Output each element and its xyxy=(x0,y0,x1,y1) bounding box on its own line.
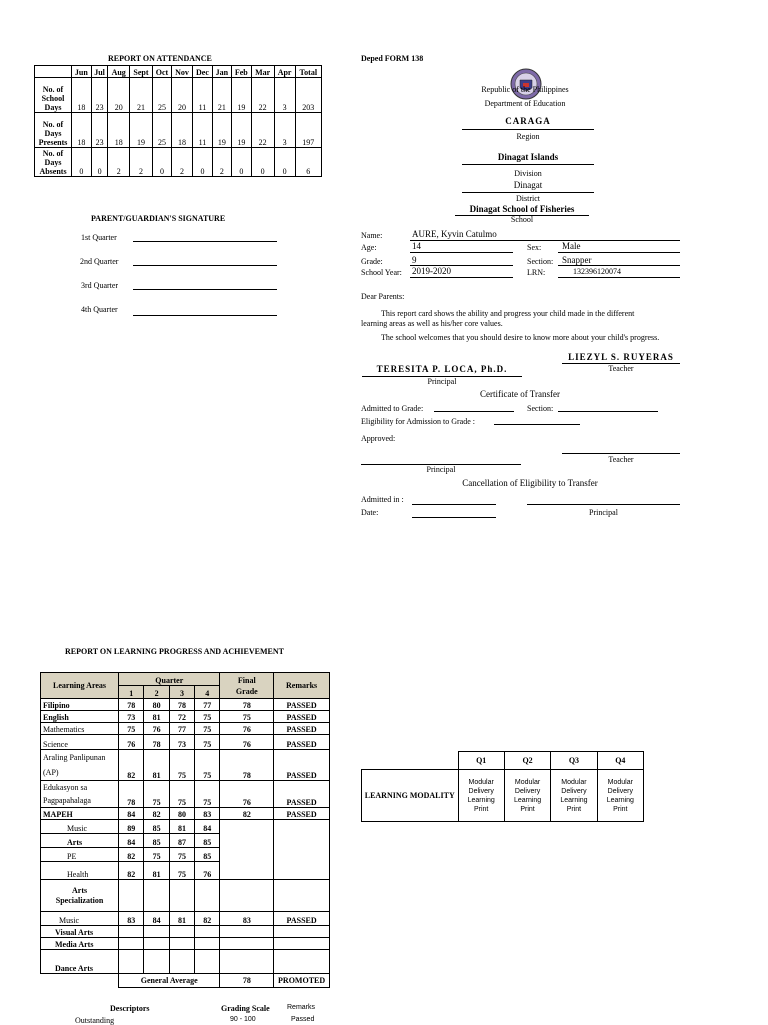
area-cell: Mathematics xyxy=(41,723,119,735)
letter-salutation: Dear Parents: xyxy=(361,292,405,301)
cell: 0 xyxy=(274,148,295,177)
cell: 78 xyxy=(169,699,194,711)
cell xyxy=(119,950,144,974)
grade-value: 9 xyxy=(412,255,417,265)
cell xyxy=(195,926,220,938)
area-cell: Filipino xyxy=(41,699,119,711)
name-value: AURE, Kyvin Catulmo xyxy=(412,229,497,239)
admitted-label: Admitted to Grade: xyxy=(361,404,424,413)
table-row xyxy=(41,750,330,781)
area-cell: Music xyxy=(41,820,119,834)
q-header: 4 xyxy=(195,686,220,699)
cell: 75 xyxy=(195,781,220,808)
cell: 82 xyxy=(220,808,274,820)
general-average-label: General Average xyxy=(119,974,220,988)
republic-text: Republic of the Philippines xyxy=(481,85,569,94)
cell: 75 xyxy=(144,848,169,862)
general-average-remarks: PROMOTED xyxy=(274,974,330,988)
cell: PASSED xyxy=(274,723,330,735)
signature-line[interactable] xyxy=(133,265,277,266)
cell: 83 xyxy=(195,808,220,820)
cell: 19 xyxy=(130,113,153,148)
modality-text: Modular xyxy=(468,778,494,786)
cell xyxy=(274,820,330,880)
cell: 89 xyxy=(119,820,144,834)
modality-cell xyxy=(551,770,597,822)
month-header: Sept xyxy=(130,66,153,78)
divider xyxy=(462,164,594,165)
cell: PASSED xyxy=(274,735,330,750)
cell xyxy=(119,880,144,912)
quarter-header: Q3 xyxy=(551,752,597,770)
cell: 25 xyxy=(152,78,171,113)
cell: 197 xyxy=(295,113,321,148)
modality-text: Modular xyxy=(607,778,633,786)
final-header-line: Grade xyxy=(235,686,258,696)
attendance-title: REPORT ON ATTENDANCE xyxy=(108,54,212,63)
cell: 21 xyxy=(130,78,153,113)
table-row xyxy=(41,950,330,974)
cancellation-title: Cancellation of Eligibility to Transfer xyxy=(462,478,598,488)
name-label: Name: xyxy=(361,231,383,240)
cell: 83 xyxy=(119,912,144,926)
cell: 77 xyxy=(169,723,194,735)
principal-label: Principal xyxy=(589,508,618,517)
cell: 2 xyxy=(108,148,130,177)
cell xyxy=(169,938,194,950)
final-header xyxy=(220,673,274,699)
row-label: No. of xyxy=(42,120,64,129)
cell: 80 xyxy=(144,699,169,711)
transfer-title: Certificate of Transfer xyxy=(480,389,560,399)
cell: 76 xyxy=(220,723,274,735)
admitted-in-field[interactable] xyxy=(412,504,496,505)
cell: 82 xyxy=(144,808,169,820)
cell xyxy=(220,950,274,974)
divider xyxy=(558,277,680,278)
division-label: Division xyxy=(514,169,542,178)
cell xyxy=(274,926,330,938)
lrn-label: LRN: xyxy=(527,268,546,277)
row-label: Presents xyxy=(38,138,68,147)
cell: 72 xyxy=(169,711,194,723)
section-value: Snapper xyxy=(562,255,592,265)
areas-header: Learning Areas xyxy=(41,673,119,699)
quarter-label: 3rd Quarter xyxy=(81,281,119,290)
transfer-section-label: Section: xyxy=(527,404,554,413)
district-value: Dinagat xyxy=(513,180,543,190)
modality-text: Print xyxy=(473,805,489,813)
cell: 85 xyxy=(144,834,169,848)
cell: 2 xyxy=(130,148,153,177)
age-label: Age: xyxy=(361,243,377,252)
cell: PASSED xyxy=(274,699,330,711)
modality-cell xyxy=(458,770,504,822)
cell: 85 xyxy=(195,848,220,862)
cell xyxy=(119,926,144,938)
department-text: Department of Education xyxy=(484,99,566,108)
month-header: Total xyxy=(295,66,321,78)
area-cell: Media Arts xyxy=(41,938,119,950)
cell: 84 xyxy=(119,808,144,820)
eligibility-field[interactable] xyxy=(494,424,580,425)
cell: PASSED xyxy=(274,808,330,820)
cell: 0 xyxy=(91,148,108,177)
month-header: Dec xyxy=(193,66,213,78)
row-label: No. of xyxy=(42,149,64,158)
cell: 0 xyxy=(152,148,171,177)
table-row xyxy=(41,880,330,912)
admitted-in-label: Admitted in : xyxy=(361,495,404,504)
cell: 3 xyxy=(274,78,295,113)
cell: 81 xyxy=(169,820,194,834)
cell xyxy=(144,880,169,912)
month-header: Apr xyxy=(274,66,295,78)
cell: 0 xyxy=(72,148,92,177)
cell xyxy=(220,938,274,950)
letter-paragraph: The school welcomes that you should desire to know more about your child's progress. xyxy=(381,333,660,342)
sy-label: School Year: xyxy=(361,268,402,277)
cell: 81 xyxy=(144,862,169,880)
cell: 78 xyxy=(119,699,144,711)
general-average-row xyxy=(41,974,330,988)
scale-cell: 90 - 100 xyxy=(230,1016,256,1023)
row-label: School xyxy=(41,94,65,103)
table-row xyxy=(41,699,330,711)
month-header: Feb xyxy=(231,66,251,78)
cell: 6 xyxy=(295,148,321,177)
cell: 22 xyxy=(251,78,274,113)
division-value: Dinagat Islands xyxy=(497,152,559,162)
cell: 18 xyxy=(72,78,92,113)
area-cell: Edukasyon sa Pagpapahalaga xyxy=(41,781,119,808)
area-cell: Music xyxy=(41,912,119,926)
cell xyxy=(144,926,169,938)
cell: PASSED xyxy=(274,750,330,781)
modality-text: Print xyxy=(613,805,628,813)
quarter-header: Q1 xyxy=(458,752,504,770)
modality-table xyxy=(361,751,644,822)
section-label: Section: xyxy=(527,257,554,266)
cell: 75 xyxy=(195,735,220,750)
modality-text: Delivery xyxy=(514,787,541,795)
cell: 76 xyxy=(220,781,274,808)
q-header: 3 xyxy=(169,686,194,699)
area-cell: Visual Arts xyxy=(41,926,119,938)
cell xyxy=(274,880,330,912)
principal-label: Principal xyxy=(427,377,457,386)
cell: 75 xyxy=(169,848,194,862)
divider xyxy=(558,265,680,266)
grading-scale-header: Grading Scale xyxy=(221,1004,270,1013)
cell xyxy=(119,938,144,950)
signature-line[interactable] xyxy=(133,241,277,242)
modality-text: Modular xyxy=(561,778,587,786)
row-label: Absents xyxy=(39,167,67,176)
cell: 76 xyxy=(195,862,220,880)
descriptor-cell: Outstanding xyxy=(75,1016,115,1025)
remarks-header: Remarks xyxy=(287,1004,316,1011)
cell: 78 xyxy=(220,699,274,711)
divider xyxy=(558,252,680,253)
cell: 78 xyxy=(144,735,169,750)
cell: 75 xyxy=(195,711,220,723)
admitted-field[interactable] xyxy=(434,411,514,412)
divider xyxy=(462,192,594,193)
cell: 3 xyxy=(274,113,295,148)
cell: 18 xyxy=(72,113,92,148)
divider xyxy=(410,277,513,278)
form-code: Deped FORM 138 xyxy=(361,54,424,63)
divider xyxy=(410,240,680,241)
cell xyxy=(169,880,194,912)
cell: 25 xyxy=(152,113,171,148)
area-cell: Health xyxy=(41,862,119,880)
cell: 22 xyxy=(251,113,274,148)
modality-cell xyxy=(597,770,643,822)
row-label: Days xyxy=(44,103,62,112)
cell xyxy=(195,880,220,912)
divider xyxy=(462,129,594,130)
cell: 85 xyxy=(144,820,169,834)
region-value: CARAGA xyxy=(505,116,551,126)
cell: 75 xyxy=(144,781,169,808)
cell xyxy=(220,926,274,938)
cell: 75 xyxy=(119,723,144,735)
q-header: 1 xyxy=(119,686,144,699)
attendance-row xyxy=(35,148,322,177)
table-row xyxy=(41,711,330,723)
cell: 19 xyxy=(212,113,231,148)
cell: 11 xyxy=(193,113,213,148)
cell: 0 xyxy=(193,148,213,177)
deped-seal-icon xyxy=(510,68,542,100)
district-label: District xyxy=(516,194,540,203)
quarter-label: 4th Quarter xyxy=(81,305,118,314)
cell: 82 xyxy=(119,750,144,781)
general-average-value: 78 xyxy=(220,974,274,988)
table-row xyxy=(41,808,330,820)
teacher-name: LIEZYL S. RUYERAS xyxy=(568,352,674,362)
row-label: Days xyxy=(44,129,62,138)
modality-label: LEARNING MODALITY xyxy=(362,770,459,822)
row-label: No. of xyxy=(42,85,64,94)
cell: 84 xyxy=(119,834,144,848)
q-header: 2 xyxy=(144,686,169,699)
attendance-row xyxy=(35,113,322,148)
cell: 73 xyxy=(119,711,144,723)
modality-text: Delivery xyxy=(561,787,587,795)
attendance-table xyxy=(34,65,322,177)
school-value: Dinagat School of Fisheries xyxy=(469,204,575,214)
cell xyxy=(169,950,194,974)
age-value: 14 xyxy=(412,241,421,251)
cell: 21 xyxy=(212,78,231,113)
cell: 84 xyxy=(195,820,220,834)
principal-label: Principal xyxy=(426,465,456,474)
area-cell: Arts xyxy=(41,834,119,848)
cell: 81 xyxy=(144,750,169,781)
cell: 75 xyxy=(169,781,194,808)
month-header: Jan xyxy=(212,66,231,78)
cell: 0 xyxy=(251,148,274,177)
cell: 76 xyxy=(220,735,274,750)
cell: 75 xyxy=(195,750,220,781)
teacher-signature-line[interactable] xyxy=(562,453,680,454)
cell: 23 xyxy=(91,78,108,113)
cell: 83 xyxy=(220,912,274,926)
cell xyxy=(144,938,169,950)
cell: 80 xyxy=(169,808,194,820)
table-row xyxy=(41,723,330,735)
cell: 23 xyxy=(91,113,108,148)
cell: 2 xyxy=(212,148,231,177)
table-row xyxy=(41,820,330,834)
modality-text: Print xyxy=(566,805,582,813)
quarter-header: Q2 xyxy=(504,752,550,770)
cell: 75 xyxy=(220,711,274,723)
modality-text: Modular xyxy=(514,778,541,786)
cell: 11 xyxy=(193,78,213,113)
modality-text: Delivery xyxy=(607,787,633,795)
section-field[interactable] xyxy=(558,411,658,412)
cell: 75 xyxy=(169,862,194,880)
cell: 75 xyxy=(195,723,220,735)
principal-name: TERESITA P. LOCA, Ph.D. xyxy=(376,364,508,374)
remarks-header: Remarks xyxy=(274,673,330,699)
modality-text: Learning xyxy=(606,796,634,804)
area-cell: Science xyxy=(41,735,119,750)
cell: 82 xyxy=(195,912,220,926)
cell: 87 xyxy=(169,834,194,848)
table-row xyxy=(41,912,330,926)
region-label: Region xyxy=(516,132,540,141)
signature-line[interactable] xyxy=(133,315,277,316)
table-row xyxy=(41,735,330,750)
table-row xyxy=(41,926,330,938)
cell xyxy=(220,820,274,880)
cell xyxy=(144,950,169,974)
sex-value: Male xyxy=(562,241,581,251)
cell: 81 xyxy=(169,912,194,926)
cell: 203 xyxy=(295,78,321,113)
area-cell: Araling Panlipunan (AP) xyxy=(41,750,119,781)
cell: 20 xyxy=(108,78,130,113)
cell: PASSED xyxy=(274,912,330,926)
cell: 82 xyxy=(119,848,144,862)
cell: 85 xyxy=(195,834,220,848)
cell: 20 xyxy=(172,78,193,113)
cell xyxy=(274,938,330,950)
cell: 18 xyxy=(172,113,193,148)
month-header: Mar xyxy=(251,66,274,78)
cell xyxy=(220,880,274,912)
month-header: Aug xyxy=(108,66,130,78)
modality-text: Learning xyxy=(467,796,495,804)
modality-text: Learning xyxy=(560,796,588,804)
progress-title: REPORT ON LEARNING PROGRESS AND ACHIEVEMENT xyxy=(65,647,284,656)
school-label: School xyxy=(510,215,534,224)
month-header: Nov xyxy=(172,66,193,78)
date-label: Date: xyxy=(361,508,379,517)
descriptors-header: Descriptors xyxy=(110,1004,150,1013)
teacher-label: Teacher xyxy=(608,364,634,373)
cell: 19 xyxy=(231,78,251,113)
cell: PASSED xyxy=(274,711,330,723)
cell: 82 xyxy=(119,862,144,880)
row-label: Days xyxy=(44,158,62,167)
cell: 73 xyxy=(169,735,194,750)
cell xyxy=(274,950,330,974)
sex-label: Sex: xyxy=(527,243,542,252)
table-row xyxy=(41,938,330,950)
eligibility-label: Eligibility for Admission to Grade : xyxy=(361,417,475,426)
remarks-cell: Passed xyxy=(291,1016,315,1023)
cell xyxy=(195,938,220,950)
final-header-line: Final xyxy=(237,675,256,685)
cell: 0 xyxy=(231,148,251,177)
cell: 84 xyxy=(144,912,169,926)
principal-signature-line[interactable] xyxy=(527,504,680,505)
teacher-label: Teacher xyxy=(608,455,634,464)
attendance-row xyxy=(35,78,322,113)
cell: 19 xyxy=(231,113,251,148)
quarter-header: Q4 xyxy=(597,752,643,770)
cell: 18 xyxy=(108,113,130,148)
modality-text: Delivery xyxy=(468,787,494,795)
date-field[interactable] xyxy=(412,517,496,518)
cell: 78 xyxy=(220,750,274,781)
table-row xyxy=(41,781,330,808)
cell: 81 xyxy=(144,711,169,723)
cell: 76 xyxy=(119,735,144,750)
quarter-label: 1st Quarter xyxy=(81,233,117,242)
month-header: Oct xyxy=(152,66,171,78)
cell: 75 xyxy=(169,750,194,781)
area-cell: PE xyxy=(41,848,119,862)
signature-title: PARENT/GUARDIAN'S SIGNATURE xyxy=(91,214,226,223)
signature-line[interactable] xyxy=(133,289,277,290)
cell xyxy=(195,950,220,974)
sy-value: 2019-2020 xyxy=(412,266,451,276)
lrn-value: 132396120074 xyxy=(573,267,621,276)
area-cell: Arts Specialization xyxy=(41,880,119,912)
grade-label: Grade: xyxy=(361,257,383,266)
modality-text: Print xyxy=(520,805,535,813)
area-cell: MAPEH xyxy=(41,808,119,820)
area-cell: Dance Arts xyxy=(41,950,119,974)
cell: PASSED xyxy=(274,781,330,808)
grades-table xyxy=(40,672,330,988)
month-header: Jul xyxy=(91,66,108,78)
cell: 76 xyxy=(144,723,169,735)
divider xyxy=(410,252,513,253)
area-cell: English xyxy=(41,711,119,723)
cell: 77 xyxy=(195,699,220,711)
quarter-header: Quarter xyxy=(119,673,220,686)
modality-text: Learning xyxy=(513,796,542,804)
month-header: Jun xyxy=(72,66,92,78)
quarter-label: 2nd Quarter xyxy=(80,257,119,266)
cell xyxy=(169,926,194,938)
modality-cell xyxy=(504,770,550,822)
approved-label: Approved: xyxy=(361,434,396,443)
cell: 2 xyxy=(172,148,193,177)
letter-paragraph: This report card shows the ability and progress your child made in the different learning areas as well as his/her core values. xyxy=(361,309,635,328)
cell: 78 xyxy=(119,781,144,808)
